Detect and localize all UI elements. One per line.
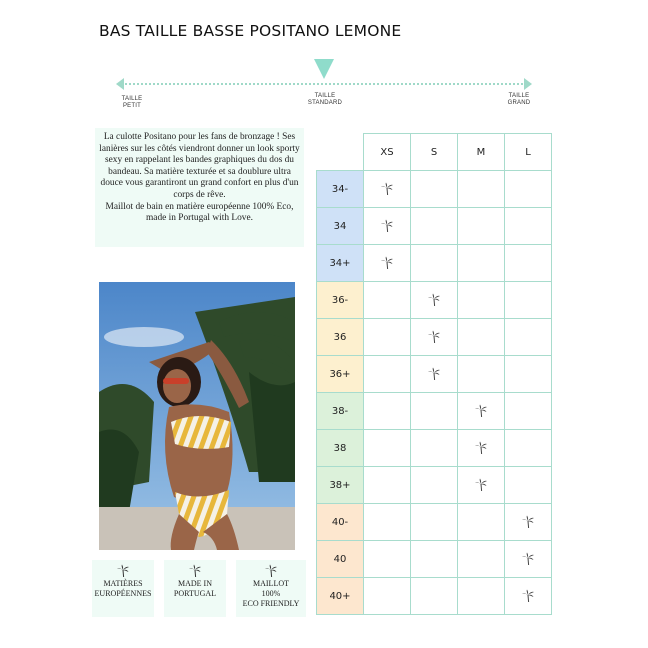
row-label: 34+ bbox=[317, 245, 364, 282]
table-row bbox=[317, 393, 552, 430]
page-title: BAS TAILLE BASSE POSITANO LEMONE bbox=[99, 22, 402, 40]
size-cell bbox=[505, 393, 552, 430]
size-cell bbox=[458, 467, 505, 504]
table-row bbox=[317, 208, 552, 245]
size-cell bbox=[364, 541, 411, 578]
size-cell bbox=[458, 282, 505, 319]
size-cell bbox=[364, 245, 411, 282]
feature-european-materials bbox=[92, 560, 154, 617]
size-cell bbox=[364, 282, 411, 319]
feature-line: MATIÈRES bbox=[103, 579, 143, 588]
row-label: 40- bbox=[317, 504, 364, 541]
size-cell bbox=[364, 208, 411, 245]
size-table bbox=[316, 133, 552, 615]
row-label: 38 bbox=[317, 430, 364, 467]
scale-label-large-line1: TAILLE bbox=[508, 93, 530, 99]
size-cell bbox=[364, 578, 411, 615]
column-header: L bbox=[505, 134, 552, 171]
size-cell bbox=[505, 208, 552, 245]
feature-line: 100% bbox=[261, 589, 281, 598]
size-cell bbox=[364, 171, 411, 208]
scale-label-small-line1: TAILLE bbox=[121, 96, 143, 102]
palm-tree-icon bbox=[427, 293, 441, 307]
size-cell bbox=[505, 319, 552, 356]
size-cell bbox=[505, 467, 552, 504]
palm-tree-icon bbox=[188, 564, 202, 578]
feature-line: MADE IN bbox=[178, 579, 212, 588]
size-cell bbox=[411, 245, 458, 282]
palm-tree-icon bbox=[474, 478, 488, 492]
size-cell bbox=[411, 541, 458, 578]
table-row bbox=[317, 504, 552, 541]
row-label: 38- bbox=[317, 393, 364, 430]
size-cell bbox=[505, 430, 552, 467]
row-label: 40 bbox=[317, 541, 364, 578]
size-cell bbox=[505, 171, 552, 208]
feature-line: EUROPÉENNES bbox=[94, 589, 152, 598]
description-paragraph-2: Maillot de bain en matière européenne 100% Eco, made in Portugal with Love. bbox=[105, 201, 294, 224]
arrow-right-icon bbox=[524, 78, 532, 90]
palm-tree-icon bbox=[380, 182, 394, 196]
scale-label-large bbox=[504, 93, 534, 107]
size-cell bbox=[364, 356, 411, 393]
table-row bbox=[317, 245, 552, 282]
scale-label-small bbox=[117, 96, 147, 110]
feature-line: MAILLOT bbox=[253, 579, 289, 588]
model-photo bbox=[99, 282, 295, 550]
size-cell bbox=[411, 467, 458, 504]
size-cell bbox=[411, 504, 458, 541]
size-cell bbox=[411, 171, 458, 208]
palm-tree-icon bbox=[474, 404, 488, 418]
size-cell bbox=[458, 504, 505, 541]
row-label: 36+ bbox=[317, 356, 364, 393]
palm-tree-icon bbox=[116, 564, 130, 578]
scale-label-standard-line1: TAILLE bbox=[314, 93, 336, 99]
size-cell bbox=[458, 245, 505, 282]
table-row bbox=[317, 430, 552, 467]
scale-label-small-line2: PETIT bbox=[122, 103, 141, 109]
size-cell bbox=[505, 282, 552, 319]
palm-tree-icon bbox=[474, 441, 488, 455]
feature-line: ECO FRIENDLY bbox=[242, 599, 300, 608]
size-cell bbox=[411, 430, 458, 467]
palm-tree-icon bbox=[427, 330, 441, 344]
row-label: 36- bbox=[317, 282, 364, 319]
size-cell bbox=[458, 541, 505, 578]
row-label: 34 bbox=[317, 208, 364, 245]
scale-label-standard bbox=[306, 93, 344, 107]
size-cell bbox=[505, 356, 552, 393]
size-cell bbox=[364, 467, 411, 504]
row-label: 38+ bbox=[317, 467, 364, 504]
size-cell bbox=[364, 319, 411, 356]
palm-tree-icon bbox=[521, 589, 535, 603]
palm-tree-icon bbox=[264, 564, 278, 578]
size-cell bbox=[458, 208, 505, 245]
table-row bbox=[317, 282, 552, 319]
table-row bbox=[317, 319, 552, 356]
palm-tree-icon bbox=[380, 219, 394, 233]
size-cell bbox=[411, 319, 458, 356]
size-cell bbox=[458, 393, 505, 430]
size-cell bbox=[505, 578, 552, 615]
column-header: XS bbox=[364, 134, 411, 171]
size-cell bbox=[505, 504, 552, 541]
size-cell bbox=[364, 393, 411, 430]
size-cell bbox=[411, 578, 458, 615]
column-header: S bbox=[411, 134, 458, 171]
size-cell bbox=[411, 208, 458, 245]
size-cell bbox=[364, 430, 411, 467]
row-label: 34- bbox=[317, 171, 364, 208]
size-cell bbox=[505, 541, 552, 578]
palm-tree-icon bbox=[427, 367, 441, 381]
feature-eco-friendly bbox=[236, 560, 306, 617]
palm-tree-icon bbox=[521, 515, 535, 529]
table-row bbox=[317, 541, 552, 578]
standard-marker-icon bbox=[314, 59, 334, 79]
size-cell bbox=[411, 356, 458, 393]
table-row bbox=[317, 467, 552, 504]
column-header: M bbox=[458, 134, 505, 171]
scale-label-standard-line2: STANDARD bbox=[307, 100, 343, 106]
scale-line bbox=[122, 83, 526, 85]
size-cell bbox=[458, 171, 505, 208]
feature-line: PORTUGAL bbox=[173, 589, 217, 598]
table-row bbox=[317, 578, 552, 615]
product-description bbox=[95, 128, 304, 247]
size-cell bbox=[364, 504, 411, 541]
size-cell bbox=[411, 282, 458, 319]
size-table-header bbox=[317, 134, 552, 171]
size-cell bbox=[458, 356, 505, 393]
size-table-body bbox=[317, 171, 552, 615]
table-corner bbox=[317, 134, 364, 171]
size-cell bbox=[458, 319, 505, 356]
palm-tree-icon bbox=[521, 552, 535, 566]
size-cell bbox=[505, 245, 552, 282]
feature-made-in-portugal bbox=[164, 560, 226, 617]
table-row bbox=[317, 171, 552, 208]
size-cell bbox=[458, 578, 505, 615]
palm-tree-icon bbox=[380, 256, 394, 270]
scale-label-large-line2: GRAND bbox=[507, 100, 531, 106]
size-cell bbox=[411, 393, 458, 430]
size-cell bbox=[458, 430, 505, 467]
row-label: 36 bbox=[317, 319, 364, 356]
table-row bbox=[317, 356, 552, 393]
row-label: 40+ bbox=[317, 578, 364, 615]
description-paragraph-1: La culotte Positano pour les fans de bronzage ! Ses lanières sur les côtés viendront donner un look sporty sexy en rappelant les bandes graphiques du dos du bandeau. Sa matière texturée et sa doublure ultra douce vous garantiront un grand confort en plus d'un corps de rêve. bbox=[99, 132, 300, 200]
